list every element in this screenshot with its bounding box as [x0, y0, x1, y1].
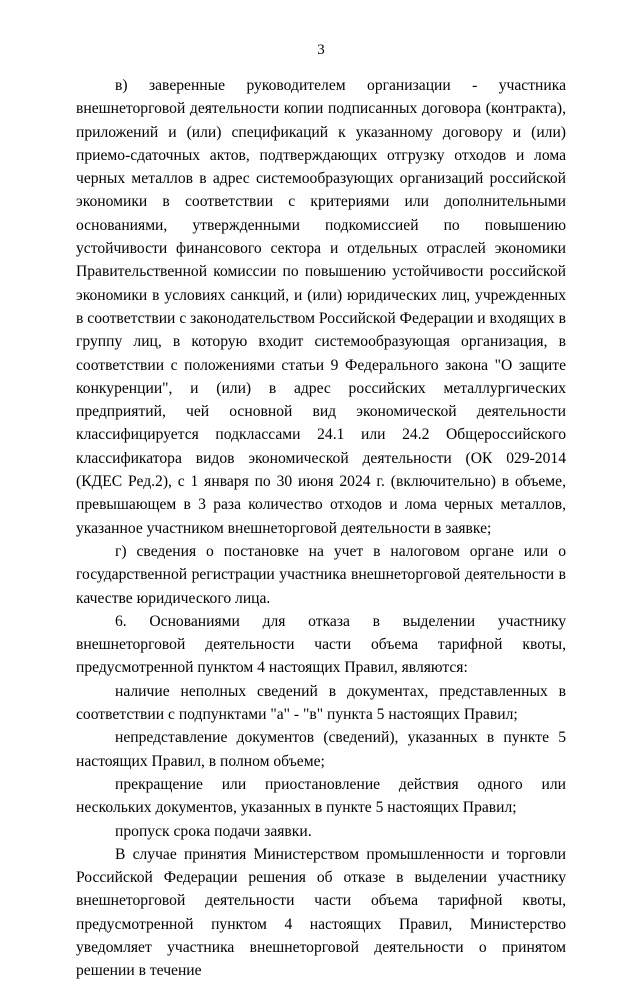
- paragraph-subitem-v: в) заверенные руководителем организации - участника внешнеторговой деятельности копии подписанных договора (контракта), приложений и (или) спецификаций к указанному договору и (или) приемо-сдаточных актов, подтверждающих отгрузку отходов и лома черных металлов в адрес системообразующих организаций российской экономики в соответствии с критериями или дополнительными основаниями, утвержденными подкомиссией по повышению устойчивости финансового сектора и отдельных отраслей экономики Правительственной комиссии по повышению устойчивости российской экономики в условиях санкций, и (или) юридических лиц, учрежденных в соответствии с законодательством Российской Федерации и входящих в группу лиц, в которую входит системообразующая организация, в соответствии с положениями статьи 9 Федерального закона "О защите конкуренции", и (или) в адрес российских металлургических предприятий, чей основной вид экономической деятельности классифицируется подклассами 24.1 или 24.2 Общероссийского классификатора видов экономической деятельности (ОК 029-2014 (КДЕС Ред.2), с 1 января по 30 июня 2024 г. (включительно) в объеме, превышающем в 3 раза количество отходов и лома черных металлов, указанное участником внешнеторговой деятельности в заявке;: [76, 77, 566, 537]
- paragraph-item-6: 6. Основаниями для отказа в выделении участнику внешнеторговой деятельности части объема тарифной квоты, предусмотренной пунктом 4 настоящих Правил, являются:: [76, 612, 566, 677]
- paragraph-refusal-missing-docs: непредставление документов (сведений), указанных в пункте 5 настоящих Правил, в полном объеме;: [76, 729, 566, 770]
- page-number: 3: [317, 42, 325, 58]
- paragraph-refusal-termination: прекращение или приостановление действия одного или нескольких документов, указанных в пункте 5 настоящих Правил;: [76, 775, 566, 817]
- paragraph-ministry-decision: В случае принятия Министерством промышленности и торговли Российской Федерации решения об отказе в выделении участнику внешнеторговой деятельности части объема тарифной квоты, предусмотренной пунктом 4 настоящих Правил, Министерство уведомляет участника внешнеторговой деятельности о принятом решении в течение: [76, 845, 566, 980]
- paragraph-refusal-incomplete-info: наличие неполных сведений в документах, представленных в соответствии с подпунктами "а" - "в" пункта 5 настоящих Правил;: [76, 682, 566, 724]
- paragraph-refusal-deadline: пропуск срока подачи заявки.: [115, 822, 312, 840]
- paragraph-subitem-g: г) сведения о постановке на учет в налоговом органе или о государственной регистрации участника внешнеторговой деятельности в качестве юридического лица.: [76, 542, 566, 607]
